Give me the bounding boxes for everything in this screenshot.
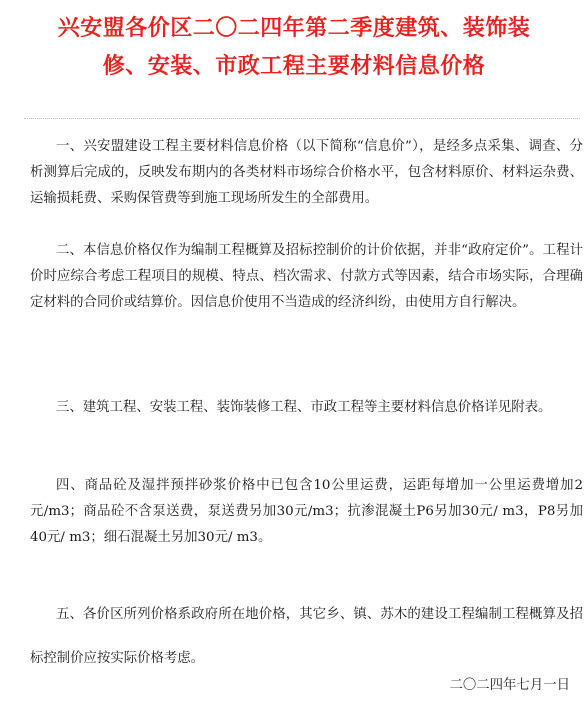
paragraph-1: 一、兴安盟建设工程主要材料信息价格（以下简称“信息价”），是经多点采集、调查、分析测算后完成的，反映发布期内的各类材料市场综合价格水平，包含材料原价、材料运杂费、运输损耗费、采购保管费等到施工现场所发生的全部费用。 bbox=[30, 139, 583, 206]
document-date: 二〇二四年七月一日 bbox=[449, 678, 570, 693]
title-line-2: 修、安装、市政工程主要材料信息价格 bbox=[102, 54, 486, 79]
paragraph-4: 四、商品砼及湿拌预拌砂浆价格中已包含10公里运费，运距每增加一公里运费增加2元/m3；商品砼不含泵送费，泵送费另加30元/m3；抗渗混凝土P6另加30元/ m3，P8另加40元/ m3；细石混凝土另加30元/ m3。 bbox=[30, 478, 583, 545]
title-line-1: 兴安盟各价区二〇二四年第二季度建筑、装饰装 bbox=[57, 16, 531, 41]
paragraph-2: 二、本信息价格仅作为编制工程概算及招标控制价的计价依据，并非“政府定价”。工程计价时应综合考虑工程项目的规模、特点、档次需求、付款方式等因素，结合市场实际，合理确定材料的合同价或结算价。因信息价使用不当造成的经济纠纷，由使用方自行解决。 bbox=[30, 243, 583, 310]
paragraph-5: 五、各价区所列价格系政府所在地价格，其它乡、镇、苏木的建设工程编制工程概算及招标控制价应按实际价格考虑。 bbox=[30, 607, 583, 666]
title-divider bbox=[24, 118, 580, 119]
paragraph-3: 三、建筑工程、安装工程、装饰装修工程、市政工程等主要材料信息价格详见附表。 bbox=[56, 400, 552, 415]
document-title bbox=[0, 10, 588, 86]
